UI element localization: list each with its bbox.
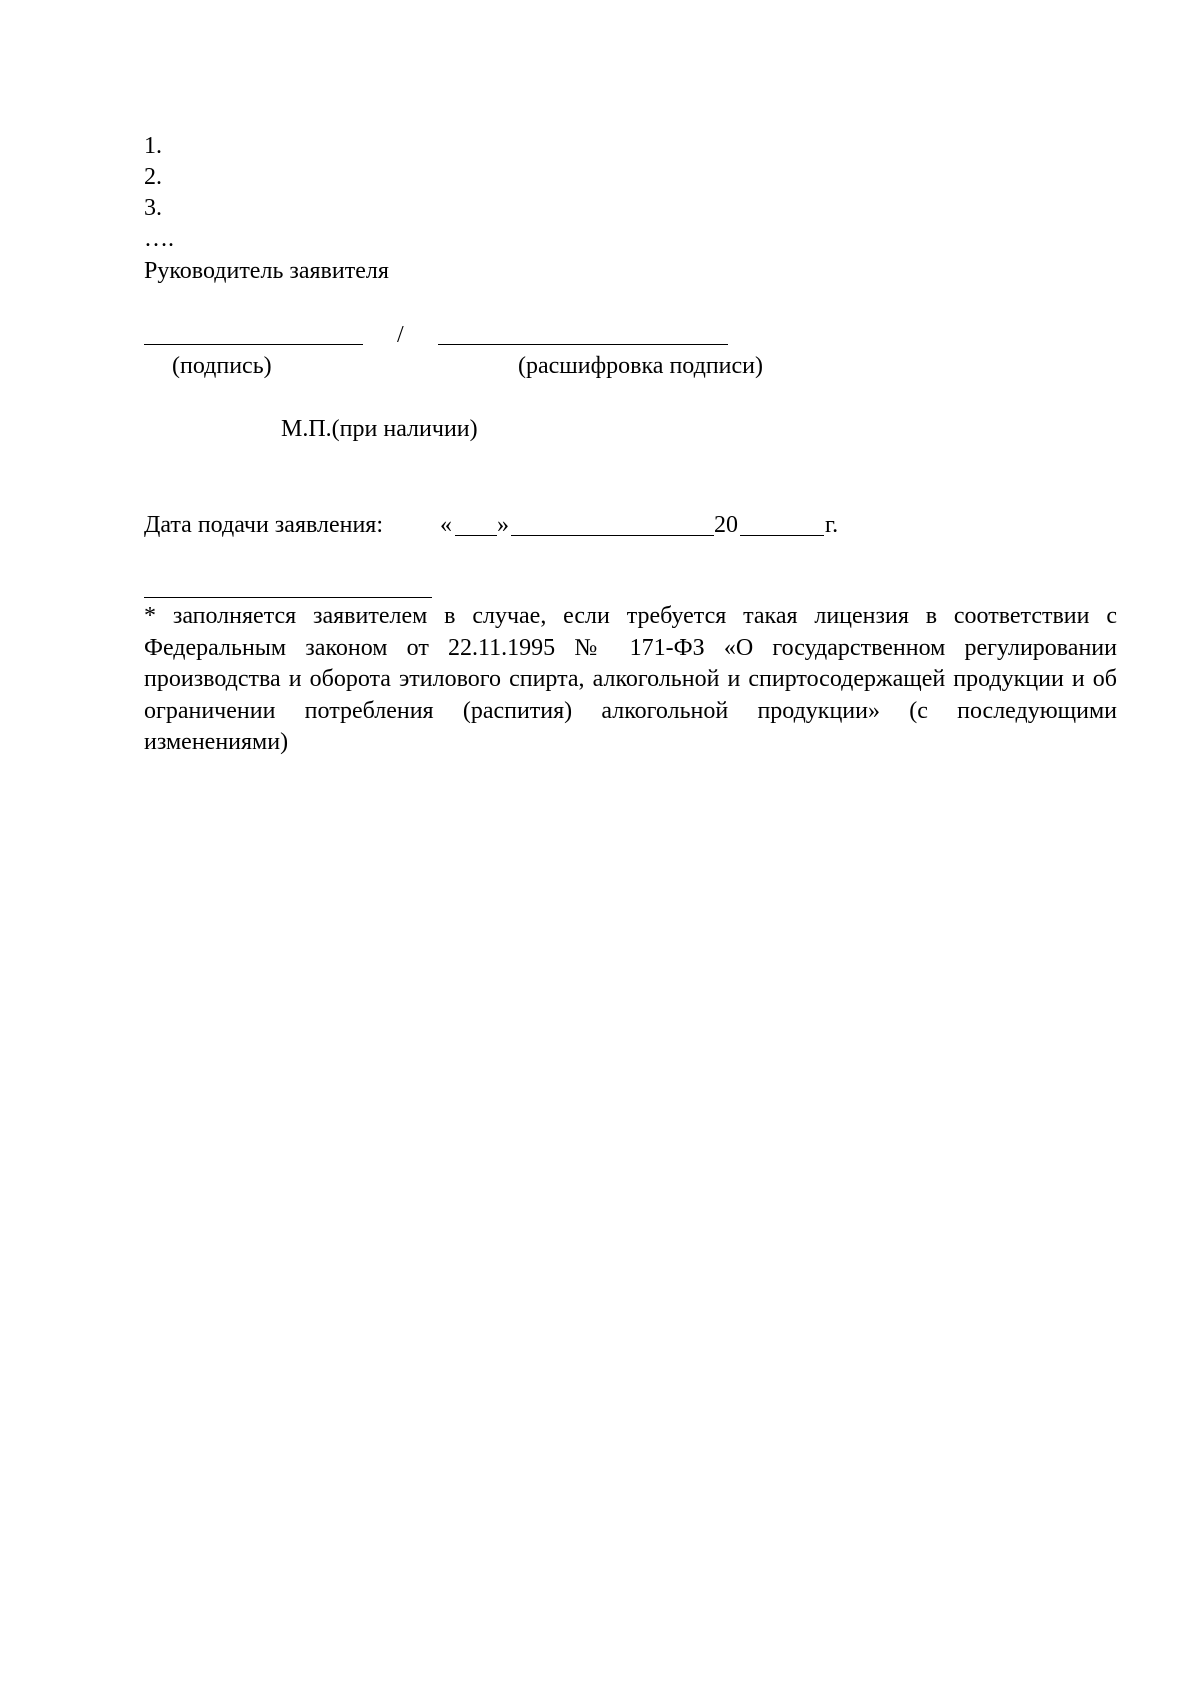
list-item-3: 3.	[144, 195, 162, 221]
decoding-caption: (расшифровка подписи)	[518, 353, 763, 379]
signature-decoding-field-line[interactable]	[438, 344, 728, 345]
list-item-2: 2.	[144, 164, 162, 190]
date-year-prefix: 20	[714, 512, 738, 538]
list-ellipsis: ….	[144, 226, 174, 252]
date-open-quote: «	[440, 512, 452, 538]
list-item-1: 1.	[144, 133, 162, 159]
footnote-separator	[144, 597, 432, 598]
date-label: Дата подачи заявления:	[144, 512, 384, 538]
date-month-field-line[interactable]	[511, 535, 714, 536]
date-year-suffix: г.	[825, 512, 839, 538]
date-day-field-line[interactable]	[455, 535, 497, 536]
signature-caption: (подпись)	[172, 353, 272, 379]
signature-separator: /	[397, 322, 404, 348]
footnote-text: * заполняется заявителем в случае, если требуется такая лицензия в соответствии с Федеральным законом от 22.11.1995 № 171-ФЗ «О государственном регулировании производства и оборота этилового спирта, алкогольной и спиртосодержащей продукции и об ограничении потребления (распития) алкогольной продукции» (с последующими изменениями)	[144, 603, 1117, 755]
date-close-quote: »	[497, 512, 509, 538]
signature-field-line[interactable]	[144, 344, 363, 345]
date-year-field-line[interactable]	[740, 535, 824, 536]
stamp-label: М.П.(при наличии)	[281, 416, 478, 442]
signature-heading: Руководитель заявителя	[144, 258, 389, 284]
